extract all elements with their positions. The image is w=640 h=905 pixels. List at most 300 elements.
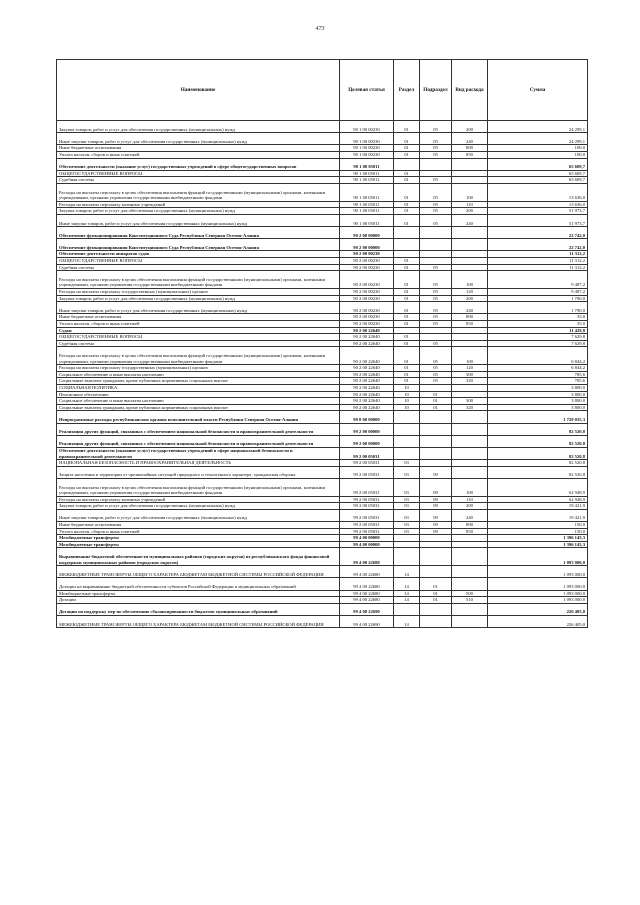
cell-subsection: 05	[420, 151, 452, 158]
table-row	[57, 398, 588, 405]
cell-section	[394, 411, 420, 423]
cell-name: Расходы на выплаты персоналу в целях обеспечения выполнения функций государственными (муниципальными) органами, казенными учреждениями, органами управления государственными внебюджетными фондами	[57, 183, 340, 201]
cell-subsection: 09	[420, 528, 452, 535]
cell-expense-type: 100	[452, 478, 488, 496]
cell-sum: 7 629,8	[488, 340, 588, 347]
table-row	[57, 423, 588, 435]
cell-target-code: 90 2 00 22640	[340, 347, 394, 365]
table-row	[57, 503, 588, 510]
table-row	[57, 302, 588, 314]
cell-expense-type	[452, 340, 488, 347]
cell-sum: 35,0	[488, 314, 588, 321]
cell-target-code: 99 2 00 00000	[340, 435, 394, 447]
cell-subsection	[420, 239, 452, 251]
cell-target-code: 90 2 00 00000	[340, 227, 394, 239]
cell-subsection: 05	[420, 295, 452, 302]
table-row	[57, 295, 588, 302]
cell-section	[394, 603, 420, 615]
cell-expense-type	[452, 541, 488, 548]
cell-sum: 24 299,1	[488, 121, 588, 133]
cell-expense-type	[452, 460, 488, 467]
cell-expense-type: 100	[452, 347, 488, 365]
cell-name: Реализация других функций, связанных с обеспечением национальной безопасности и правоохранительной деятельности	[57, 435, 340, 447]
cell-name: Иные бюджетные ассигнования	[57, 522, 340, 529]
cell-section	[394, 435, 420, 447]
cell-expense-type	[452, 177, 488, 184]
cell-sum: 1 093 000,0	[488, 597, 588, 604]
cell-target-code: 90 2 00 00230	[340, 302, 394, 314]
table-row	[57, 541, 588, 548]
cell-subsection	[420, 258, 452, 265]
header-code: Целевая статья	[340, 60, 394, 121]
cell-name: Обеспечение деятельности аппаратов судов	[57, 251, 340, 258]
cell-name: Расходы на выплаты персоналу государственных (муниципальных) органов	[57, 289, 340, 296]
cell-target-code: 99 2 00 05031	[340, 503, 394, 510]
cell-sum: 785,6	[488, 378, 588, 385]
cell-subsection: 05	[420, 121, 452, 133]
cell-sum: 65 609,7	[488, 177, 588, 184]
header-name: Наименование	[57, 60, 340, 121]
cell-sum: 13 636,0	[488, 201, 588, 208]
cell-subsection: 05	[420, 340, 452, 347]
cell-target-code: 90 1 00 05011	[340, 208, 394, 215]
cell-name: Социальное обеспечение и иные выплаты населению	[57, 371, 340, 378]
table-row	[57, 615, 588, 627]
cell-name: Уплата налогов, сборов и иных платежей	[57, 321, 340, 328]
cell-sum: 19 421,9	[488, 509, 588, 521]
cell-subsection: 01	[420, 578, 452, 590]
cell-target-code: 99 4 00 22680	[340, 578, 394, 590]
cell-name: Выравнивание бюджетной обеспеченности муниципальных районов (городских округов) из республиканского фонда финансовой поддержки муниципальных районов (городских округов)	[57, 548, 340, 566]
cell-section: 01	[394, 295, 420, 302]
cell-subsection: 05	[420, 208, 452, 215]
cell-expense-type	[452, 158, 488, 170]
cell-name: НАЦИОНАЛЬНАЯ БЕЗОПАСНОСТЬ И ПРАВООХРАНИТЕЛЬНАЯ ДЕЯТЕЛЬНОСТЬ	[57, 460, 340, 467]
cell-expense-type	[452, 466, 488, 478]
cell-target-code: 90 1 00 05011	[340, 170, 394, 177]
cell-target-code: 90 2 00 00230	[340, 321, 394, 328]
cell-section: 14	[394, 597, 420, 604]
header-expense-type: Вид расхода	[452, 60, 488, 121]
cell-section: 14	[394, 590, 420, 597]
cell-target-code: 99 4 00 22680	[340, 566, 394, 578]
cell-name: ОБЩЕГОСУДАРСТВЕННЫЕ ВОПРОСЫ	[57, 258, 340, 265]
table-row	[57, 158, 588, 170]
cell-section: 01	[394, 378, 420, 385]
table-row	[57, 371, 588, 378]
header-section: Раздел	[394, 60, 420, 121]
cell-section: 14	[394, 566, 420, 578]
cell-name: Реализация других функций, связанных с обеспечением национальной безопасности и правоохранительной деятельности	[57, 423, 340, 435]
cell-subsection: 09	[420, 522, 452, 529]
table-header-row	[57, 60, 588, 121]
cell-expense-type: 510	[452, 597, 488, 604]
cell-target-code: 90 2 00 22640	[340, 384, 394, 391]
cell-subsection: 05	[420, 378, 452, 385]
cell-subsection	[420, 535, 452, 542]
cell-expense-type: 850	[452, 321, 488, 328]
cell-name: Обеспечение деятельности (оказание услуг) государственных учреждений в сфере национальной безопасности и правоохранительной деятельности	[57, 447, 340, 459]
cell-section: 01	[394, 314, 420, 321]
cell-subsection	[420, 603, 452, 615]
table-row	[57, 214, 588, 226]
cell-target-code: 90 2 00 22640	[340, 404, 394, 411]
table-row	[57, 340, 588, 347]
cell-expense-type	[452, 327, 488, 334]
cell-expense-type: 240	[452, 133, 488, 145]
cell-sum: 1 093 000,0	[488, 548, 588, 566]
cell-sum: 3 800,0	[488, 384, 588, 391]
cell-sum: 3 800,0	[488, 404, 588, 411]
cell-sum: 150,0	[488, 528, 588, 535]
table-row	[57, 509, 588, 521]
cell-target-code: 90 2 00 00000	[340, 239, 394, 251]
cell-subsection: 09	[420, 503, 452, 510]
cell-sum: 35,0	[488, 321, 588, 328]
cell-sum: 11 312,2	[488, 258, 588, 265]
cell-section	[394, 327, 420, 334]
cell-section: 03	[394, 496, 420, 503]
cell-target-code: 90 2 00 00230	[340, 295, 394, 302]
cell-section	[394, 447, 420, 459]
cell-section: 01	[394, 170, 420, 177]
cell-section: 01	[394, 201, 420, 208]
cell-name: Обеспечение деятельности (оказание услуг) государственных учреждений в сфере общегосударственных вопросов	[57, 158, 340, 170]
cell-target-code: 99 0 00 00000	[340, 411, 394, 423]
table-row	[57, 535, 588, 542]
cell-name: Социальные выплаты гражданам, кроме публичных нормативных социальных выплат	[57, 378, 340, 385]
cell-name: ОБЩЕГОСУДАРСТВЕННЫЕ ВОПРОСЫ	[57, 334, 340, 341]
cell-target-code: 90 2 00 00230	[340, 264, 394, 271]
cell-target-code: 99 2 00 05031	[340, 509, 394, 521]
table-row	[57, 321, 588, 328]
cell-name: Дотации	[57, 597, 340, 604]
cell-sum: 82 520,8	[488, 423, 588, 435]
cell-subsection: 01	[420, 404, 452, 411]
cell-sum: 3 800,0	[488, 398, 588, 405]
cell-section: 01	[394, 264, 420, 271]
cell-name: Обеспечение функционирования Конституционного Суда Республики Северная Осетия-Алания	[57, 239, 340, 251]
cell-name: СОЦИАЛЬНАЯ ПОЛИТИКА	[57, 384, 340, 391]
table-row	[57, 522, 588, 529]
cell-expense-type	[452, 423, 488, 435]
cell-section	[394, 535, 420, 542]
cell-sum: 3 800,0	[488, 391, 588, 398]
cell-subsection	[420, 541, 452, 548]
header-subsection: Подраздел	[420, 60, 452, 121]
cell-name: Иные закупки товаров, работ и услуг для обеспечения государственных (муниципальных) нужд	[57, 509, 340, 521]
cell-expense-type: 800	[452, 522, 488, 529]
table-row	[57, 384, 588, 391]
cell-sum: 22 742,0	[488, 227, 588, 239]
cell-subsection: 05	[420, 365, 452, 372]
table-row	[57, 378, 588, 385]
cell-target-code: 99 2 00 05031	[340, 460, 394, 467]
cell-expense-type: 500	[452, 590, 488, 597]
cell-section: 03	[394, 478, 420, 496]
cell-expense-type	[452, 384, 488, 391]
cell-section: 01	[394, 321, 420, 328]
cell-sum: 1 790,0	[488, 295, 588, 302]
cell-name: Непрограммные расходы республиканских органов исполнительной власти Республики Северная Осетия-Алания	[57, 411, 340, 423]
table-row	[57, 177, 588, 184]
cell-expense-type: 300	[452, 371, 488, 378]
cell-expense-type	[452, 239, 488, 251]
cell-sum: 62 948,9	[488, 496, 588, 503]
table-row	[57, 391, 588, 398]
cell-subsection	[420, 435, 452, 447]
cell-section: 01	[394, 334, 420, 341]
cell-target-code: 90 2 00 00230	[340, 258, 394, 265]
cell-sum: 65 609,7	[488, 170, 588, 177]
page-number: 473	[315, 26, 325, 32]
cell-target-code: 99 2 00 05031	[340, 447, 394, 459]
cell-sum: 226 405,0	[488, 615, 588, 627]
table-row	[57, 435, 588, 447]
cell-sum: 6 844,2	[488, 347, 588, 365]
cell-subsection: 01	[420, 398, 452, 405]
cell-expense-type	[452, 578, 488, 590]
cell-section	[394, 227, 420, 239]
cell-section: 01	[394, 121, 420, 133]
cell-expense-type	[452, 548, 488, 566]
cell-name: Закупка товаров, работ и услуг для обеспечения государственных (муниципальных) нужд	[57, 503, 340, 510]
cell-section	[394, 541, 420, 548]
cell-subsection: 05	[420, 201, 452, 208]
cell-expense-type	[452, 264, 488, 271]
cell-expense-type: 200	[452, 121, 488, 133]
cell-subsection: 05	[420, 321, 452, 328]
cell-name: Расходы на выплаты персоналу казенных учреждений	[57, 201, 340, 208]
cell-expense-type: 850	[452, 151, 488, 158]
cell-target-code: 99 4 00 22680	[340, 597, 394, 604]
cell-subsection	[420, 423, 452, 435]
cell-target-code: 90 1 00 05011	[340, 201, 394, 208]
cell-subsection	[420, 170, 452, 177]
cell-subsection	[420, 251, 452, 258]
cell-target-code: 90 2 00 22640	[340, 365, 394, 372]
cell-expense-type	[452, 334, 488, 341]
cell-section	[394, 423, 420, 435]
table-row	[57, 227, 588, 239]
cell-section: 03	[394, 460, 420, 467]
cell-subsection	[420, 227, 452, 239]
cell-target-code: 99 4 00 22680	[340, 548, 394, 566]
cell-sum: 62 948,9	[488, 478, 588, 496]
table-row	[57, 411, 588, 423]
cell-sum: 1 790,0	[488, 302, 588, 314]
cell-subsection: 05	[420, 145, 452, 152]
cell-sum: 82 520,8	[488, 435, 588, 447]
cell-target-code: 90 1 00 00230	[340, 133, 394, 145]
cell-sum: 1 396 145,3	[488, 541, 588, 548]
table-row	[57, 590, 588, 597]
cell-section: 01	[394, 271, 420, 289]
cell-subsection	[420, 384, 452, 391]
cell-target-code: 90 1 00 00230	[340, 121, 394, 133]
table-row	[57, 447, 588, 459]
cell-name: МЕЖБЮДЖЕТНЫЕ ТРАНСФЕРТЫ ОБЩЕГО ХАРАКТЕРА БЮДЖЕТАМ БЮДЖЕТНОЙ СИСТЕМЫ РОССИЙСКОЙ ФЕДЕРАЦИИ	[57, 566, 340, 578]
cell-expense-type	[452, 170, 488, 177]
cell-expense-type: 110	[452, 201, 488, 208]
cell-section: 01	[394, 258, 420, 265]
cell-name: Пенсионное обеспечение	[57, 391, 340, 398]
cell-sum: 11 312,2	[488, 251, 588, 258]
cell-sum: 82 520,8	[488, 466, 588, 478]
cell-section: 01	[394, 302, 420, 314]
table-row	[57, 347, 588, 365]
cell-sum: 1 396 145,3	[488, 535, 588, 542]
cell-section: 14	[394, 615, 420, 627]
cell-subsection	[420, 327, 452, 334]
cell-section: 10	[394, 391, 420, 398]
cell-sum: 19 421,9	[488, 503, 588, 510]
cell-target-code: 99 4 00 00000	[340, 541, 394, 548]
cell-section	[394, 251, 420, 258]
cell-expense-type: 100	[452, 271, 488, 289]
cell-name: Расходы на выплаты персоналу в целях обеспечения выполнения функций государственными (муниципальными) органами, казенными учреждениями, органами управления государственными внебюджетными фондами	[57, 478, 340, 496]
cell-section: 14	[394, 578, 420, 590]
cell-section: 01	[394, 371, 420, 378]
table-row	[57, 548, 588, 566]
cell-name: Социальное обеспечение и иные выплаты населению	[57, 398, 340, 405]
cell-sum: 150,0	[488, 522, 588, 529]
cell-sum: 24 299,1	[488, 133, 588, 145]
cell-target-code: 90 2 00 22640	[340, 378, 394, 385]
table-row	[57, 271, 588, 289]
cell-subsection: 05	[420, 271, 452, 289]
cell-section: 01	[394, 340, 420, 347]
cell-sum: 7 629,8	[488, 334, 588, 341]
cell-subsection: 01	[420, 597, 452, 604]
cell-target-code: 90 2 00 00230	[340, 251, 394, 258]
cell-subsection	[420, 334, 452, 341]
cell-subsection: 05	[420, 347, 452, 365]
table-row	[57, 478, 588, 496]
cell-name: Судебная система	[57, 177, 340, 184]
cell-expense-type	[452, 615, 488, 627]
cell-target-code: 90 1 00 00230	[340, 145, 394, 152]
cell-subsection: 05	[420, 264, 452, 271]
cell-expense-type	[452, 603, 488, 615]
cell-name: Защита населения и территории от чрезвычайных ситуаций природного и техногенного характера, гражданская оборона	[57, 466, 340, 478]
cell-name: Расходы на выплаты персоналу государственных (муниципальных) органов	[57, 365, 340, 372]
cell-sum: 9 487,2	[488, 271, 588, 289]
cell-expense-type	[452, 251, 488, 258]
cell-section: 10	[394, 384, 420, 391]
cell-subsection: 05	[420, 183, 452, 201]
cell-name: Обеспечение функционирования Конституционного Суда Республики Северная Осетия-Алания	[57, 227, 340, 239]
cell-expense-type	[452, 447, 488, 459]
cell-target-code: 99 4 00 22680	[340, 590, 394, 597]
cell-subsection	[420, 566, 452, 578]
cell-name: Закупка товаров, работ и услуг для обеспечения государственных (муниципальных) нужд	[57, 295, 340, 302]
cell-subsection: 05	[420, 177, 452, 184]
cell-expense-type	[452, 566, 488, 578]
table-row	[57, 404, 588, 411]
cell-name: Социальные выплаты гражданам, кроме публичных нормативных социальных выплат	[57, 404, 340, 411]
cell-section: 10	[394, 404, 420, 411]
cell-target-code: 90 1 00 00230	[340, 151, 394, 158]
table-row	[57, 460, 588, 467]
cell-subsection	[420, 615, 452, 627]
cell-sum: 11 312,2	[488, 264, 588, 271]
table-row	[57, 121, 588, 133]
table-row	[57, 151, 588, 158]
cell-name: Расходы на выплаты персоналу казенных учреждений	[57, 496, 340, 503]
cell-target-code: 90 2 00 22640	[340, 391, 394, 398]
cell-target-code: 99 2 00 05031	[340, 478, 394, 496]
cell-name: Иные бюджетные ассигнования	[57, 314, 340, 321]
cell-expense-type	[452, 391, 488, 398]
cell-subsection	[420, 411, 452, 423]
cell-target-code: 90 2 00 22640	[340, 340, 394, 347]
cell-name: ОБЩЕГОСУДАРСТВЕННЫЕ ВОПРОСЫ	[57, 170, 340, 177]
cell-name: Закупка товаров, работ и услуг для обеспечения государственных (муниципальных) нужд	[57, 121, 340, 133]
cell-subsection: 01	[420, 391, 452, 398]
table-row	[57, 597, 588, 604]
cell-subsection	[420, 548, 452, 566]
table-row	[57, 258, 588, 265]
cell-expense-type	[452, 227, 488, 239]
cell-section: 10	[394, 398, 420, 405]
table-row	[57, 201, 588, 208]
table-row	[57, 327, 588, 334]
cell-expense-type: 850	[452, 528, 488, 535]
cell-expense-type	[452, 258, 488, 265]
cell-sum: 1 093 000,0	[488, 566, 588, 578]
cell-sum: 785,6	[488, 371, 588, 378]
cell-section: 03	[394, 509, 420, 521]
cell-target-code: 90 1 00 05011	[340, 183, 394, 201]
cell-subsection: 05	[420, 314, 452, 321]
cell-section: 01	[394, 347, 420, 365]
cell-expense-type: 800	[452, 314, 488, 321]
cell-target-code: 99 2 00 05031	[340, 466, 394, 478]
cell-subsection: 05	[420, 371, 452, 378]
table-row	[57, 314, 588, 321]
cell-target-code: 99 4 00 00000	[340, 535, 394, 542]
cell-name: Расходы на выплаты персоналу в целях обеспечения выполнения функций государственными (муниципальными) органами, казенными учреждениями, органами управления государственными внебюджетными фондами	[57, 347, 340, 365]
cell-expense-type	[452, 411, 488, 423]
cell-sum: 9 487,2	[488, 289, 588, 296]
cell-subsection: 09	[420, 496, 452, 503]
cell-sum: 100,0	[488, 151, 588, 158]
cell-subsection: 05	[420, 133, 452, 145]
cell-target-code: 90 2 00 22640	[340, 398, 394, 405]
cell-name: Иные закупки товаров, работ и услуг для обеспечения государственных (муниципальных) нужд	[57, 133, 340, 145]
cell-target-code: 99 2 00 05031	[340, 522, 394, 529]
cell-target-code: 90 2 00 22640	[340, 327, 394, 334]
cell-target-code: 90 2 00 00230	[340, 271, 394, 289]
cell-name: Уплата налогов, сборов и иных платежей	[57, 528, 340, 535]
table-row	[57, 528, 588, 535]
cell-subsection: 05	[420, 302, 452, 314]
cell-section: 03	[394, 528, 420, 535]
table-row	[57, 239, 588, 251]
cell-sum: 1 729 035,3	[488, 411, 588, 423]
cell-sum: 13 636,0	[488, 183, 588, 201]
cell-target-code: 99 2 00 05031	[340, 528, 394, 535]
cell-sum: 100,0	[488, 145, 588, 152]
cell-expense-type: 800	[452, 145, 488, 152]
cell-name: Межбюджетные трансферты	[57, 590, 340, 597]
cell-expense-type: 200	[452, 295, 488, 302]
table-row	[57, 289, 588, 296]
cell-expense-type	[452, 435, 488, 447]
cell-expense-type: 110	[452, 496, 488, 503]
cell-name: Межбюджетные трансферты	[57, 541, 340, 548]
